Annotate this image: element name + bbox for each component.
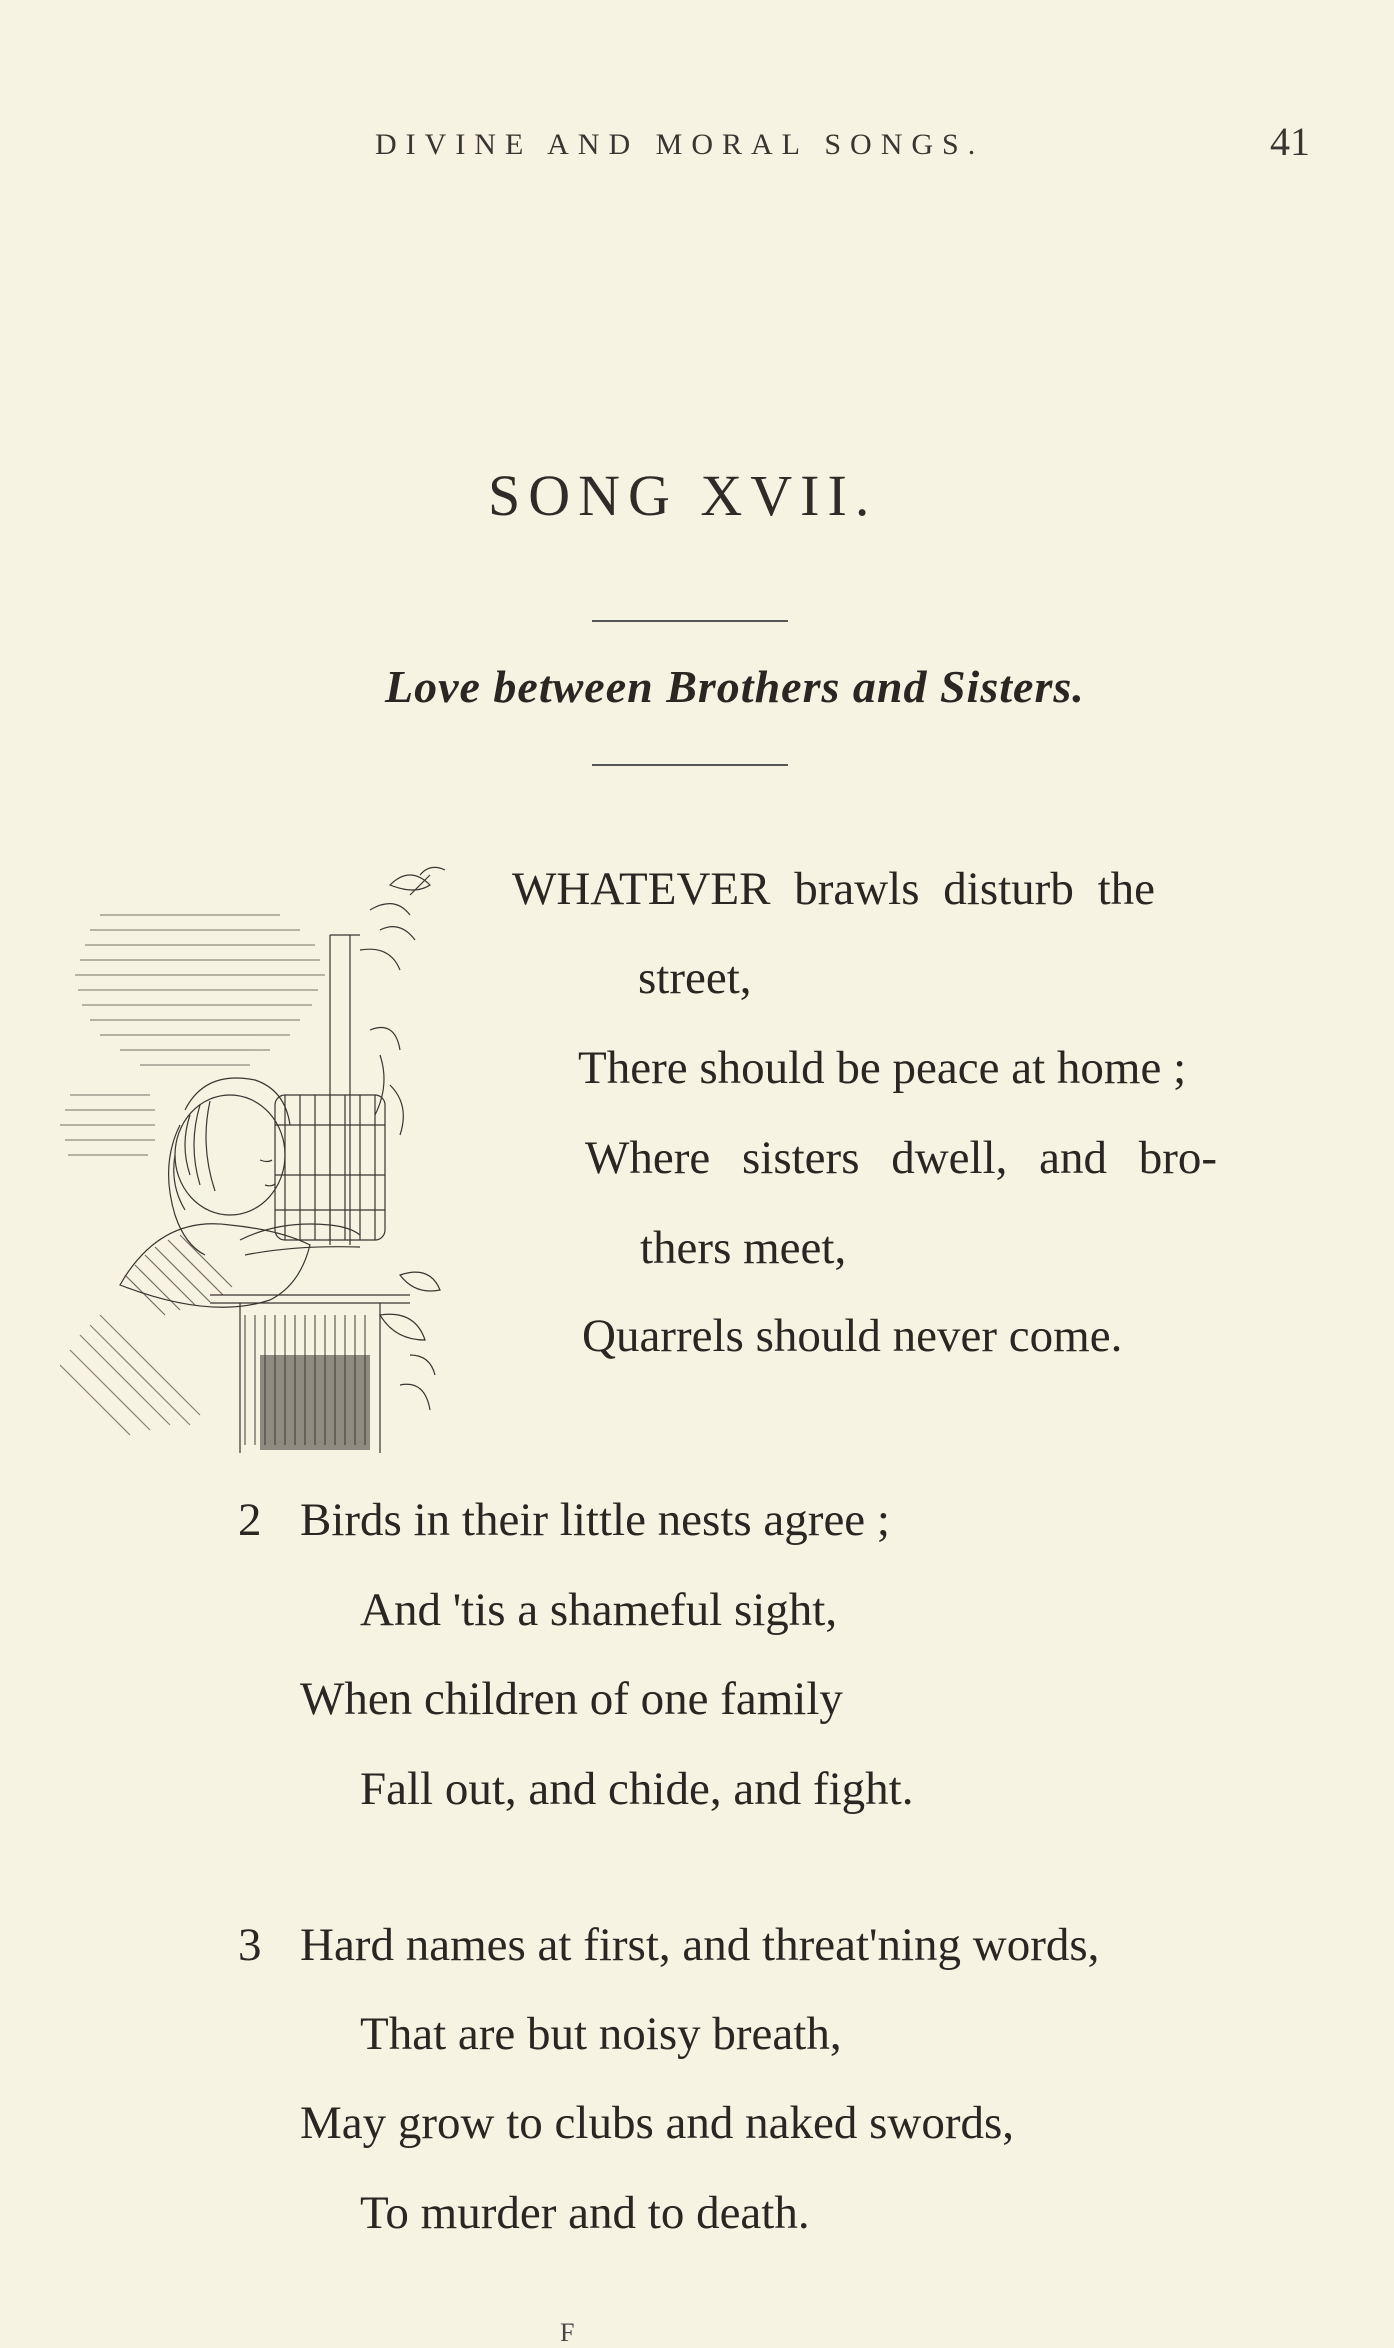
page-number: 41	[1270, 119, 1310, 164]
stanza3-line: To murder and to death.	[360, 2187, 810, 2239]
stanza3-line: That are but noisy breath,	[360, 2008, 842, 2060]
stanza2-number: 2	[238, 1494, 262, 1546]
stanza1-line: Quarrels should never come.	[582, 1310, 1123, 1362]
stanza3-number: 3	[238, 1919, 262, 1971]
divider-top	[592, 620, 788, 622]
stanza1-line: thers meet,	[640, 1222, 847, 1274]
song-title: SONG XVII.	[488, 463, 878, 528]
engraving-child-at-table-icon	[60, 867, 445, 1453]
stanza2-line: Fall out, and chide, and fight.	[360, 1763, 914, 1815]
stanza1-line: street,	[638, 952, 752, 1004]
stanza3-line: May grow to clubs and naked swords,	[300, 2097, 1015, 2149]
divider-bottom	[592, 764, 788, 766]
running-head: DIVINE AND MORAL SONGS.	[375, 128, 985, 161]
engraving-illustration	[60, 855, 580, 1455]
stanza2-line: And 'tis a shameful sight,	[360, 1584, 838, 1636]
stanza1-line: Where sisters dwell, and bro-	[585, 1132, 1218, 1184]
stanza3-line: Hard names at first, and threat'ning words,	[300, 1919, 1100, 1971]
song-subtitle: Love between Brothers and Sisters.	[385, 661, 1085, 712]
stanza1-line: There should be peace at home ;	[578, 1042, 1187, 1094]
stanza2-line: Birds in their little nests agree ;	[300, 1494, 890, 1546]
stanza1-line: WHATEVER brawls disturb the	[512, 863, 1155, 915]
stanza2-line: When children of one family	[300, 1673, 843, 1725]
signature-mark: F	[560, 2318, 575, 2347]
